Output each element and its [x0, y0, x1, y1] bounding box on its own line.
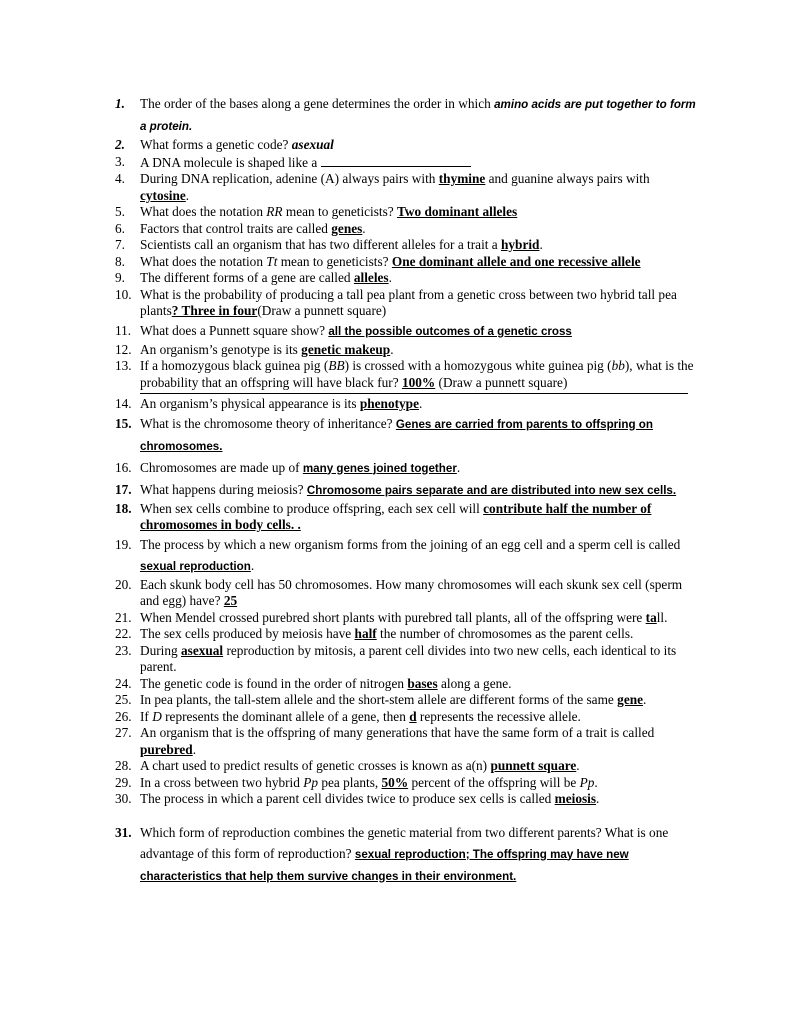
answer: amino acids are put together to form a protein. — [140, 98, 696, 133]
question-2 — [115, 137, 700, 154]
question-number: 12. — [115, 341, 132, 357]
question-text: What happens during meiosis? — [140, 481, 304, 497]
question-text: along a gene. — [440, 675, 512, 691]
question-27 — [115, 725, 700, 758]
question-text: the number of chromosomes as the parent cells. — [380, 626, 634, 641]
question-text: ) is crossed with a homozygous white guinea pig ( — [344, 358, 612, 373]
question-number: 10. — [115, 286, 132, 302]
notation: Pp — [579, 774, 595, 790]
question-text: represents the recessive allele. — [419, 708, 581, 724]
question-number: 1. — [115, 96, 125, 111]
question-text: If a homozygous black guinea pig ( — [140, 358, 329, 373]
answer: sexual reproduction; The offspring may have new characteristics that help them survive changes in their environment. — [140, 847, 629, 883]
question-text: In a cross between two hybrid — [140, 774, 300, 790]
question-17 — [115, 479, 700, 501]
question-text: What is the probability of producing a tall pea plant from a genetic cross between two hybrid tall pea plants — [140, 286, 677, 318]
question-number: 8. — [115, 253, 125, 269]
question-text: During — [140, 642, 178, 658]
answer: 50% — [381, 774, 409, 790]
question-text: What forms a genetic code? — [140, 137, 289, 152]
punctuation: . — [643, 692, 647, 707]
answer: sexual reproduction — [140, 559, 251, 573]
question-24 — [115, 676, 700, 693]
answer: Genes are carried from parents to offspring on chromosomes. — [140, 417, 653, 453]
question-number: 7. — [115, 237, 125, 252]
question-6 — [115, 221, 700, 238]
question-number: 31. — [115, 824, 132, 840]
question-text: The order of the bases along a gene determines the order in which — [140, 96, 491, 111]
question-text: percent of the offspring will be — [411, 774, 577, 790]
answer: Chromosome pairs separate and are distributed into new sex cells. — [306, 483, 677, 497]
question-18 — [115, 501, 700, 534]
punctuation: . — [594, 774, 598, 790]
question-text: Factors that control traits are called — [140, 220, 328, 236]
question-21 — [115, 610, 700, 627]
question-text: mean to geneticists? — [285, 204, 394, 219]
answer: gene — [617, 692, 644, 707]
question-9 — [115, 270, 700, 287]
question-text: If — [140, 708, 149, 724]
question-text: ll. — [656, 609, 668, 625]
punctuation: . — [576, 758, 580, 773]
question-text: Chromosomes are made up of — [140, 459, 300, 475]
question-number: 23. — [115, 642, 132, 658]
notation: BB — [328, 358, 345, 373]
question-text: During DNA replication, adenine (A) always pairs with — [140, 171, 436, 186]
divider-line — [115, 393, 700, 394]
question-text: In pea plants, the tall-stem allele and the short-stem allele are different forms of the same — [140, 692, 614, 707]
question-text: mean to geneticists? — [280, 253, 389, 269]
question-23 — [115, 643, 700, 676]
question-text: (Draw a punnett square) — [438, 374, 568, 390]
punctuation: . — [390, 341, 394, 357]
answer: genes — [331, 220, 363, 236]
question-text: Scientists call an organism that has two different alleles for a trait a — [140, 237, 498, 252]
question-number: 29. — [115, 774, 132, 790]
question-13 — [115, 358, 700, 391]
question-number: 21. — [115, 609, 132, 625]
question-text: An organism’s physical appearance is its — [140, 396, 357, 411]
question-number: 6. — [115, 220, 125, 236]
question-number: 22. — [115, 626, 132, 641]
notation: Pp — [303, 774, 318, 790]
punctuation: . — [192, 741, 197, 757]
answer: bases — [407, 675, 438, 691]
punctuation: . — [418, 396, 423, 411]
question-text: The different forms of a gene are called — [140, 270, 351, 285]
question-number: 13. — [115, 358, 132, 373]
punctuation: . — [250, 557, 255, 573]
question-list — [115, 93, 700, 887]
punctuation: . — [539, 237, 543, 252]
question-1 — [115, 93, 700, 137]
question-number: 4. — [115, 171, 125, 186]
question-text: Each skunk body cell has 50 chromosomes. How many chromosomes will each skunk sex cell (sperm and egg) have? — [140, 576, 683, 608]
question-28 — [115, 758, 700, 775]
question-number: 11. — [115, 322, 132, 338]
question-5 — [115, 204, 700, 221]
question-number: 30. — [115, 791, 132, 806]
answer-blank — [321, 154, 471, 167]
question-12 — [115, 342, 700, 359]
question-number: 9. — [115, 270, 125, 285]
question-29 — [115, 775, 700, 792]
question-number: 16. — [115, 459, 132, 475]
punctuation: . — [456, 459, 461, 475]
question-text: The genetic code is found in the order of nitrogen — [140, 675, 405, 691]
question-text: Which form of reproduction combines the genetic material from two different parents? What is one advantage of this form of reproduction? — [140, 824, 669, 861]
answer: thymine — [438, 171, 486, 186]
question-number: 25. — [115, 692, 132, 707]
answer: meiosis — [554, 791, 597, 806]
answer: ta — [645, 609, 657, 625]
question-number: 14. — [115, 396, 132, 411]
question-text: The sex cells produced by meiosis have — [140, 626, 352, 641]
answer: ? Three in four — [171, 303, 258, 318]
question-30 — [115, 791, 700, 808]
question-text: When sex cells combine to produce offspring, each sex cell will — [140, 500, 480, 516]
notation: bb — [611, 358, 625, 373]
question-number: 19. — [115, 536, 132, 552]
question-10 — [115, 287, 700, 320]
answer: asexual — [181, 642, 224, 658]
question-4 — [115, 171, 700, 204]
question-number: 17. — [115, 481, 132, 497]
question-3 — [115, 154, 700, 172]
answer: alleles — [353, 270, 389, 285]
question-text: A chart used to predict results of genetic crosses is known as a(n) — [140, 758, 488, 773]
question-19 — [115, 534, 700, 577]
answer: phenotype — [359, 396, 419, 411]
question-7 — [115, 237, 700, 254]
question-text: What does the notation — [140, 253, 263, 269]
question-25 — [115, 692, 700, 709]
question-text: and guanine always pairs with — [488, 171, 650, 186]
question-text: The process in which a parent cell divides twice to produce sex cells is called — [140, 791, 552, 806]
question-number: 2. — [115, 137, 125, 152]
answer: purebred — [140, 741, 193, 757]
punctuation: . — [362, 220, 366, 236]
question-number: 3. — [115, 153, 125, 169]
question-8 — [115, 254, 700, 271]
question-text: represents the dominant allele of a gene, then — [165, 708, 406, 724]
question-number: 24. — [115, 675, 132, 691]
answer: Two dominant alleles — [397, 204, 518, 219]
notation: Tt — [266, 253, 278, 269]
question-text: An organism’s genotype is its — [140, 341, 298, 357]
question-number: 5. — [115, 204, 125, 219]
answer: hybrid — [501, 237, 540, 252]
question-text: What does the notation — [140, 204, 263, 219]
answer: many genes joined together — [302, 461, 457, 475]
question-number: 20. — [115, 576, 132, 592]
answer: asexual — [291, 137, 334, 152]
question-11 — [115, 320, 700, 342]
answer: 25 — [223, 593, 238, 608]
question-22 — [115, 626, 700, 643]
answer: genetic makeup — [301, 341, 391, 357]
question-15 — [115, 413, 700, 457]
question-text: The process by which a new organism forms from the joining of an egg cell and a sperm cell is called — [140, 536, 681, 552]
question-14 — [115, 396, 700, 413]
question-text: What is the chromosome theory of inheritance? — [140, 415, 393, 431]
question-text: When Mendel crossed purebred short plants with purebred tall plants, all of the offspring were — [140, 609, 643, 625]
question-text: An organism that is the offspring of many generations that have the same form of a trait is called — [140, 725, 655, 740]
question-number: 15. — [115, 415, 132, 431]
answer: all the possible outcomes of a genetic cross — [328, 324, 572, 338]
question-31 — [115, 822, 700, 887]
punctuation: . — [388, 270, 392, 285]
answer: punnett square — [490, 758, 577, 773]
punctuation: . — [185, 187, 190, 203]
answer: cytosine — [140, 187, 186, 203]
spacer — [115, 808, 700, 822]
question-number: 27. — [115, 725, 132, 740]
question-text: What does a Punnett square show? — [140, 322, 326, 338]
answer: half — [354, 626, 377, 641]
question-text: ), what is the probability that an offspring will have black fur? — [140, 358, 694, 390]
question-20 — [115, 577, 700, 610]
question-text: A DNA molecule is shaped like a — [140, 154, 318, 170]
question-number: 26. — [115, 708, 132, 724]
question-text: (Draw a punnett square) — [257, 303, 387, 318]
question-number: 18. — [115, 500, 132, 516]
question-text: reproduction by mitosis, a parent cell divides into two new cells, each identical to its parent. — [140, 642, 677, 674]
notation: RR — [266, 204, 283, 219]
answer: 100% — [401, 374, 436, 390]
question-number: 28. — [115, 758, 132, 773]
question-26 — [115, 709, 700, 726]
notation: D — [152, 708, 162, 724]
question-16 — [115, 457, 700, 479]
answer: contribute half the number of chromosomes in body cells. . — [140, 500, 652, 532]
question-text: pea plants, — [321, 774, 379, 790]
answer: One dominant allele and one recessive allele — [391, 253, 641, 269]
answer: d — [409, 708, 417, 724]
punctuation: . — [596, 791, 600, 806]
